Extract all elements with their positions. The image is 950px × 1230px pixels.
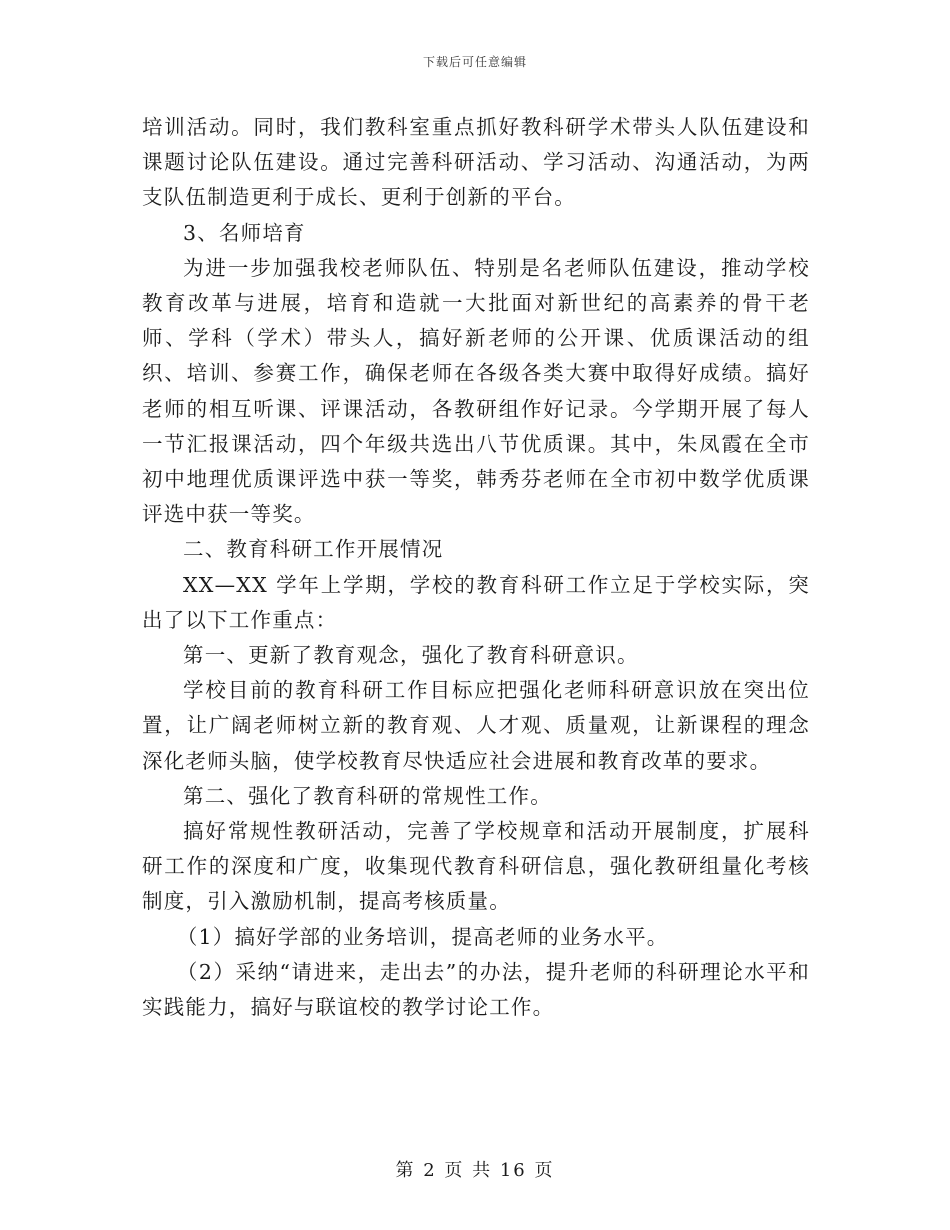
page-header: 下载后可任意编辑 xyxy=(422,55,527,69)
paragraph-continuation: 培训活动。同时，我们教科室重点抓好教科研学术带头人队伍建设和课题讨论队伍建设。通过完善科研活动、学习活动、沟通活动，为两支队伍制造更利于成长、更利于创新的平台。 xyxy=(142,115,810,210)
point-two-heading: 第二、强化了教育科研的常规性工作。 xyxy=(183,783,552,808)
paragraph-research-awareness: 学校目前的教育科研工作目标应把强化老师科研意识放在突出位置，让广阔老师树立新的教育观、人才观、质量观，让新课程的理念深化老师头脑，使学校教育尽快适应社会进展和教育改革的要求。 xyxy=(142,678,810,773)
point-one-heading: 第一、更新了教育观念，强化了教育科研意识。 xyxy=(183,643,639,668)
section-heading-research-work: 二、教育科研工作开展情况 xyxy=(183,537,444,562)
section-heading-famous-teacher: 3、名师培育 xyxy=(183,220,306,245)
document-body xyxy=(142,110,810,1025)
paragraph-teacher-cultivation: 为进一步加强我校老师队伍、特别是名老师队伍建设，推动学校教育改革与进展，培育和造就一大批面对新世纪的高素养的骨干老师、学科（学术）带头人，搞好新老师的公开课、优质课活动的组织、培训、参赛工作，确保老师在各级各类大赛中取得好成绩。搞好老师的相互听课、评课活动，各教研组作好记录。今学期开展了每人一节汇报课活动，四个年级共选出八节优质课。其中，朱凤霞在全市初中地理优质课评选中获一等奖，韩秀芬老师在全市初中数学优质课评选中获一等奖。 xyxy=(142,255,810,527)
paragraph-semester-focus: XX—XX 学年上学期，学校的教育科研工作立足于学校实际，突出了以下工作重点： xyxy=(142,572,810,632)
paragraph-routine-work: 搞好常规性教研活动，完善了学校规章和活动开展制度，扩展科研工作的深度和广度，收集现代教育科研信息，强化教研组量化考核制度，引入激励机制，提高考核质量。 xyxy=(142,819,810,914)
page-number-footer: 第 2 页 共 16 页 xyxy=(395,1160,555,1181)
list-item-2: （2）采纳“请进来，走出去”的办法，提升老师的科研理论水平和实践能力，搞好与联谊校的教学讨论工作。 xyxy=(142,959,810,1020)
list-item-1: （1）搞好学部的业务培训，提高老师的业务水平。 xyxy=(176,924,669,949)
